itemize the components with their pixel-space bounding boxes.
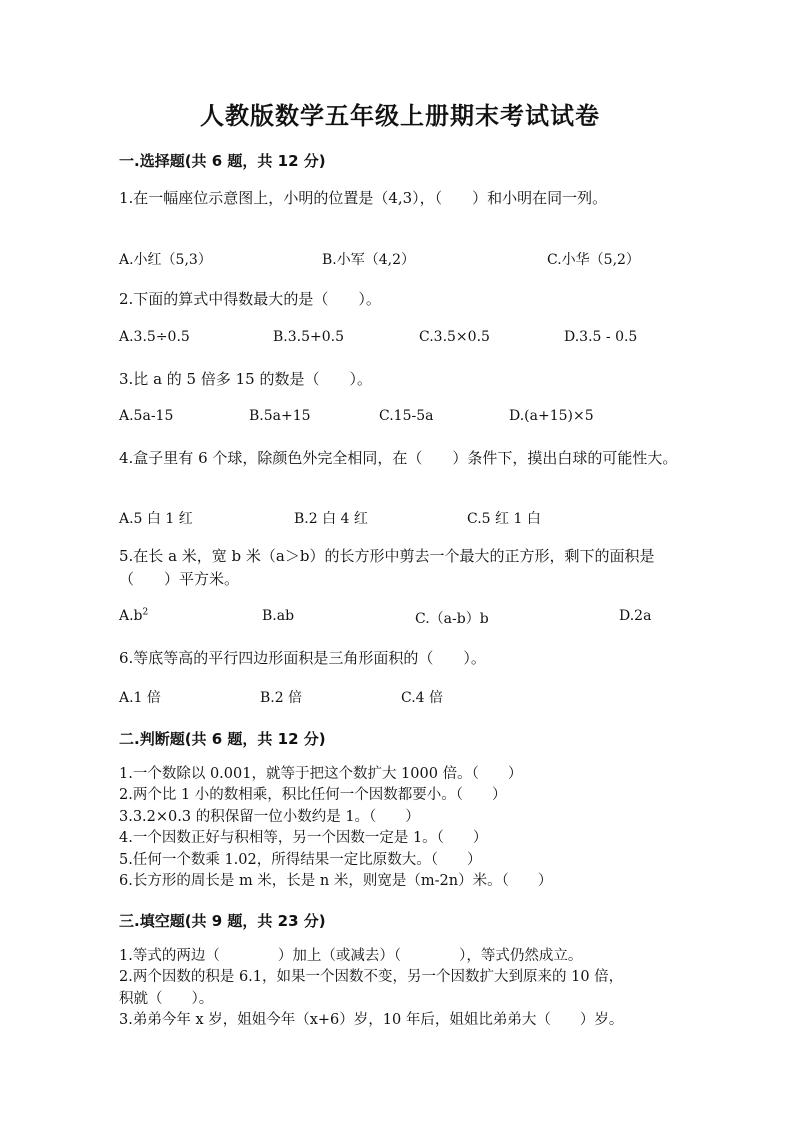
option-b: B.3.5+0.5 — [273, 329, 344, 345]
choice-question-2: 2.下面的算式中得数最大的是（ ）。 — [119, 290, 381, 308]
section-fill-heading: 三.填空题(共 9 题，共 23 分) — [119, 912, 326, 930]
fill-item-3: 3.弟弟今年 x 岁，姐姐今年（x+6）岁，10 年后，姐姐比弟弟大（ ）岁。 — [119, 1012, 624, 1029]
option-b: B.ab — [262, 608, 295, 624]
option-d: D.(a+15)×5 — [509, 408, 594, 424]
exam-title: 人教版数学五年级上册期末考试试卷 — [200, 101, 600, 130]
option-a: A.5 白 1 红 — [119, 511, 193, 527]
choice-3-options — [119, 408, 719, 430]
fill-item-2-line-1: 2.两个因数的积是 6.1，如果一个因数不变，另一个因数扩大到原来的 10 倍， — [119, 969, 624, 986]
choice-1-options — [119, 249, 719, 271]
choice-6-options — [119, 687, 719, 709]
fill-list — [119, 946, 709, 1032]
option-b: B.5a+15 — [249, 408, 311, 424]
section-choice-heading: 一.选择题(共 6 题，共 12 分) — [119, 152, 326, 170]
option-a — [119, 608, 148, 624]
judge-item-4: 4.一个因数正好与积相等，另一个因数一定是 1。（ ） — [119, 830, 488, 847]
fill-item-1: 1.等式的两边（ ）加上（或减去）（ ），等式仍然成立。 — [119, 948, 583, 964]
option-b: B.2 倍 — [260, 690, 303, 706]
judge-item-1: 1.一个数除以 0.001，就等于把这个数扩大 1000 倍。（ ） — [119, 766, 523, 782]
choice-2-options — [119, 329, 719, 351]
option-c: C.15-5a — [379, 408, 434, 424]
option-a: A.3.5÷0.5 — [119, 329, 190, 345]
option-c: C.（a-b）b — [415, 611, 489, 627]
judge-item-2: 2.两个比 1 小的数相乘，积比任何一个因数都要小。（ ） — [119, 787, 507, 804]
option-b: B.2 白 4 红 — [294, 511, 368, 527]
fill-item-2-line-2: 积就（ ）。 — [119, 990, 214, 1007]
option-a: A.1 倍 — [119, 690, 161, 706]
option-c: C.3.5×0.5 — [419, 329, 490, 345]
judge-list — [119, 764, 709, 892]
option-d: D.2a — [619, 608, 652, 624]
option-d: D.3.5 - 0.5 — [564, 329, 638, 345]
option-c: C.5 红 1 白 — [467, 511, 541, 527]
judge-item-3: 3.3.2×0.3 的积保留一位小数约是 1。（ ） — [119, 808, 420, 825]
option-c: C.小华（5,2） — [547, 252, 640, 268]
section-judge-heading: 二.判断题(共 6 题，共 12 分) — [119, 730, 326, 748]
option-a: A.5a-15 — [119, 408, 174, 424]
judge-item-6: 6.长方形的周长是 m 米，长是 n 米，则宽是（m-2n）米。（ ） — [119, 873, 553, 890]
judge-item-5: 5.任何一个数乘 1.02，所得结果一定比原数大。（ ） — [119, 851, 482, 868]
option-c: C.4 倍 — [401, 690, 444, 706]
option-a-exponent: 2 — [142, 607, 149, 618]
choice-question-4: 4.盒子里有 6 个球，除颜色外完全相同，在（ ）条件下，摸出白球的可能性大。 — [119, 449, 678, 467]
choice-question-5: 5.在长 a 米，宽 b 米（a＞b）的长方形中剪去一个最大的正方形，剩下的面积是（ ）平方米。 — [119, 547, 655, 588]
option-a: A.小红（5,3） — [119, 252, 212, 268]
choice-question-1: 1.在一幅座位示意图上，小明的位置是（4,3），（ ）和小明在同一列。 — [119, 189, 608, 207]
option-a-base: A.b — [119, 608, 143, 624]
choice-5-options — [119, 608, 719, 630]
choice-question-3: 3.比 a 的 5 倍多 15 的数是（ ）。 — [119, 370, 372, 388]
choice-4-options — [119, 508, 719, 530]
option-b: B.小军（4,2） — [322, 252, 416, 268]
choice-question-6: 6.等底等高的平行四边形面积是三角形面积的（ ）。 — [119, 649, 486, 667]
